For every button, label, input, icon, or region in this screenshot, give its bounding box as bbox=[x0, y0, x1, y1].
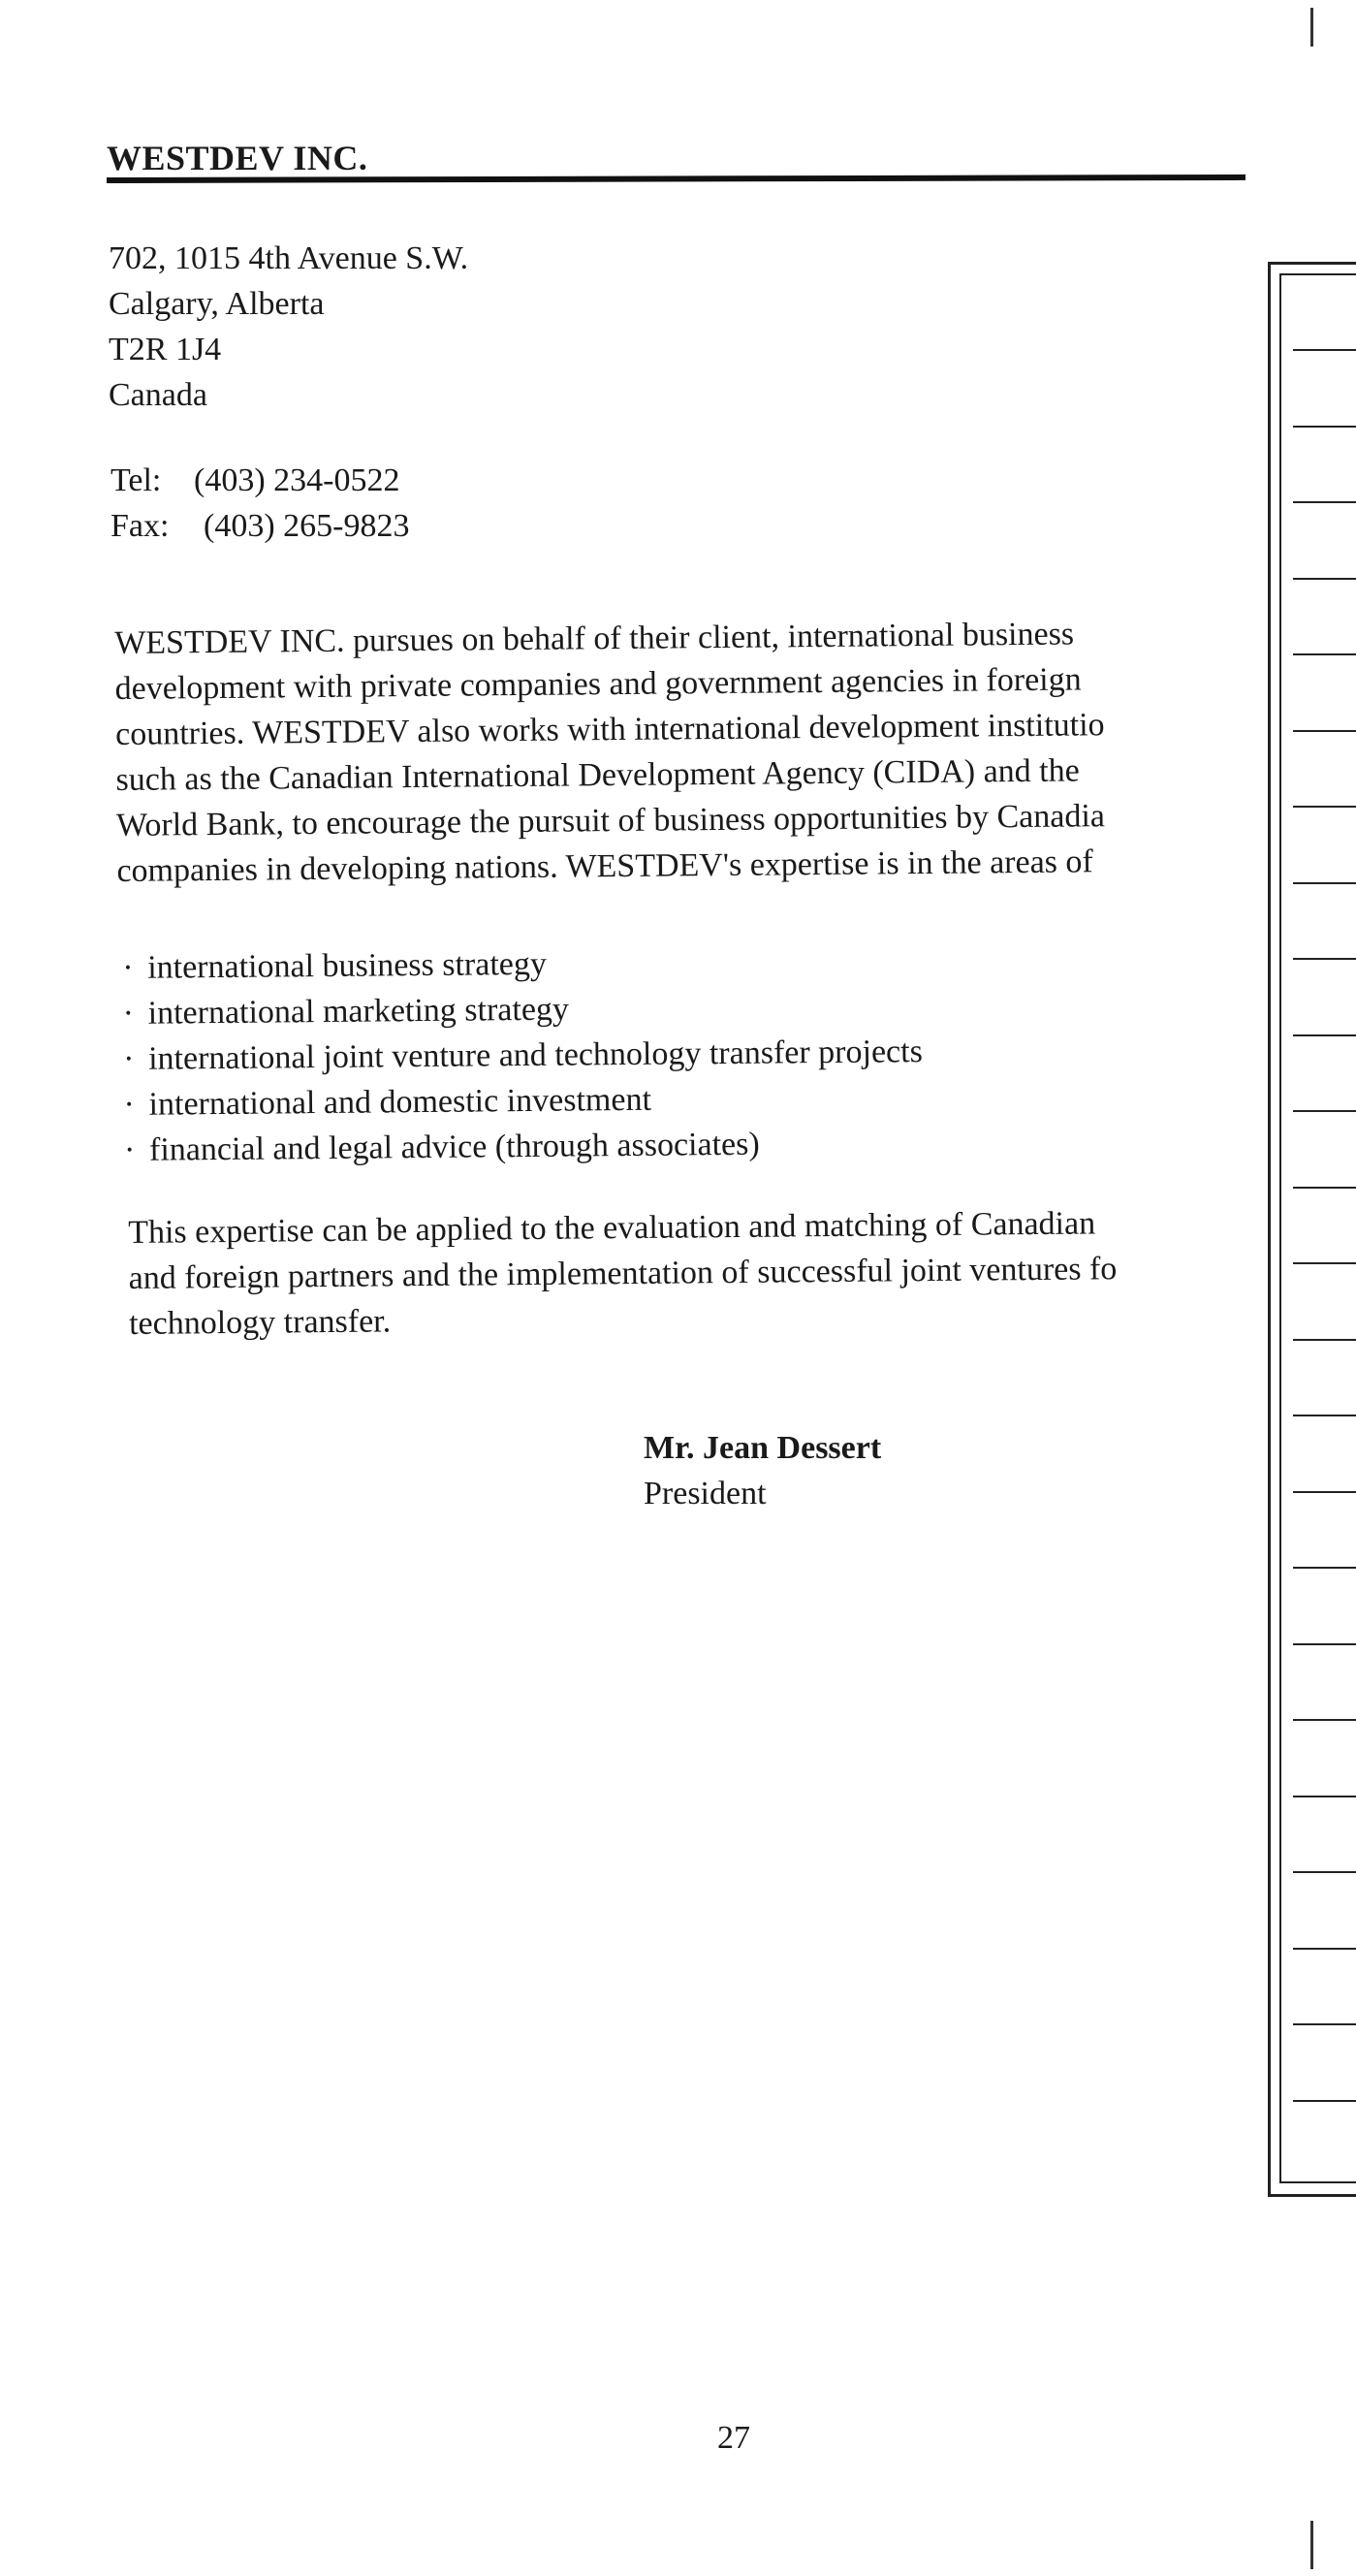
binding-tick bbox=[1293, 1567, 1356, 1569]
page-number: 27 bbox=[717, 2420, 750, 2456]
binding-tick bbox=[1293, 730, 1356, 732]
binding-tick bbox=[1293, 2100, 1356, 2102]
intro-line: development with private companies and government agencies in foreign bbox=[114, 661, 1082, 707]
fax-row bbox=[110, 503, 409, 549]
binding-tick bbox=[1293, 1187, 1356, 1189]
binding-tick bbox=[1293, 1339, 1356, 1341]
company-heading: WESTDEV INC. bbox=[107, 139, 368, 177]
list-item-text: financial and legal advice (through associates) bbox=[148, 1126, 760, 1168]
binding-tick bbox=[1293, 349, 1356, 351]
binding-tick bbox=[1293, 1415, 1356, 1416]
intro-line: World Bank, to encourage the pursuit of business opportunities by Canadia bbox=[115, 798, 1106, 843]
binding-tick bbox=[1293, 1643, 1356, 1645]
signatory-name: Mr. Jean Dessert bbox=[644, 1430, 882, 1466]
closing-paragraph bbox=[128, 1199, 1253, 1347]
binding-tick bbox=[1293, 653, 1356, 655]
binding-tick bbox=[1293, 1871, 1356, 1873]
scan-edge-mark bbox=[1310, 8, 1313, 47]
scan-edge-mark bbox=[1310, 2521, 1313, 2569]
closing-line: This expertise can be applied to the evaluation and matching of Canadian bbox=[128, 1205, 1096, 1251]
closing-line: and foreign partners and the implementation of successful joint ventures fo bbox=[128, 1251, 1118, 1296]
address-line: Calgary, Alberta bbox=[109, 286, 325, 322]
closing-line: technology transfer. bbox=[128, 1303, 392, 1342]
bullet-glyph: · bbox=[123, 1131, 136, 1168]
intro-line: WESTDEV INC. pursues on behalf of their client, international business bbox=[114, 616, 1075, 661]
intro-paragraph bbox=[114, 610, 1251, 894]
binding-tick bbox=[1293, 501, 1356, 503]
address-line: 702, 1015 4th Avenue S.W. bbox=[109, 240, 469, 276]
tel-label: Tel: bbox=[110, 462, 162, 498]
list-item bbox=[124, 1117, 1190, 1173]
address-line: Canada bbox=[109, 377, 207, 413]
binding-tick bbox=[1293, 958, 1356, 960]
binding-tick bbox=[1293, 1110, 1356, 1112]
intro-line: such as the Canadian International Development Agency (CIDA) and the bbox=[115, 752, 1080, 798]
list-item-text: international joint venture and technology transfer projects bbox=[147, 1034, 924, 1077]
binding-frame-inner bbox=[1279, 273, 1356, 2183]
binding-tick bbox=[1293, 1719, 1356, 1721]
intro-line: companies in developing nations. WESTDEV's expertise is in the areas of bbox=[116, 843, 1093, 889]
binding-tick bbox=[1293, 1948, 1356, 1950]
bullet-glyph: · bbox=[122, 949, 134, 986]
binding-tick bbox=[1293, 426, 1356, 428]
list-item-text: international marketing strategy bbox=[147, 991, 570, 1032]
contact-block bbox=[110, 458, 409, 549]
address-block bbox=[109, 236, 468, 418]
bullet-glyph: · bbox=[122, 995, 135, 1032]
binding-tick bbox=[1293, 578, 1356, 580]
address-line: T2R 1J4 bbox=[109, 332, 222, 367]
fax-value: (403) 265-9823 bbox=[204, 508, 410, 544]
tel-row bbox=[110, 458, 409, 503]
binding-tick bbox=[1293, 882, 1356, 884]
list-item-text: international and domestic investment bbox=[148, 1081, 652, 1123]
bullet-glyph: · bbox=[123, 1086, 136, 1123]
binding-tick bbox=[1293, 1034, 1356, 1036]
binding-tick bbox=[1293, 806, 1356, 808]
binding-tick bbox=[1293, 1491, 1356, 1493]
tel-value: (403) 234-0522 bbox=[194, 462, 400, 498]
bullet-glyph: · bbox=[122, 1040, 135, 1077]
signatory-title: President bbox=[644, 1476, 767, 1511]
intro-line: countries. WESTDEV also works with international development institutio bbox=[114, 707, 1105, 752]
expertise-list bbox=[122, 935, 1190, 1173]
binding-tick bbox=[1293, 2023, 1356, 2025]
signature-block bbox=[644, 1425, 881, 1516]
binding-tick bbox=[1293, 1262, 1356, 1264]
fax-label: Fax: bbox=[110, 508, 170, 544]
binding-tick bbox=[1293, 1796, 1356, 1797]
list-item-text: international business strategy bbox=[147, 945, 548, 986]
